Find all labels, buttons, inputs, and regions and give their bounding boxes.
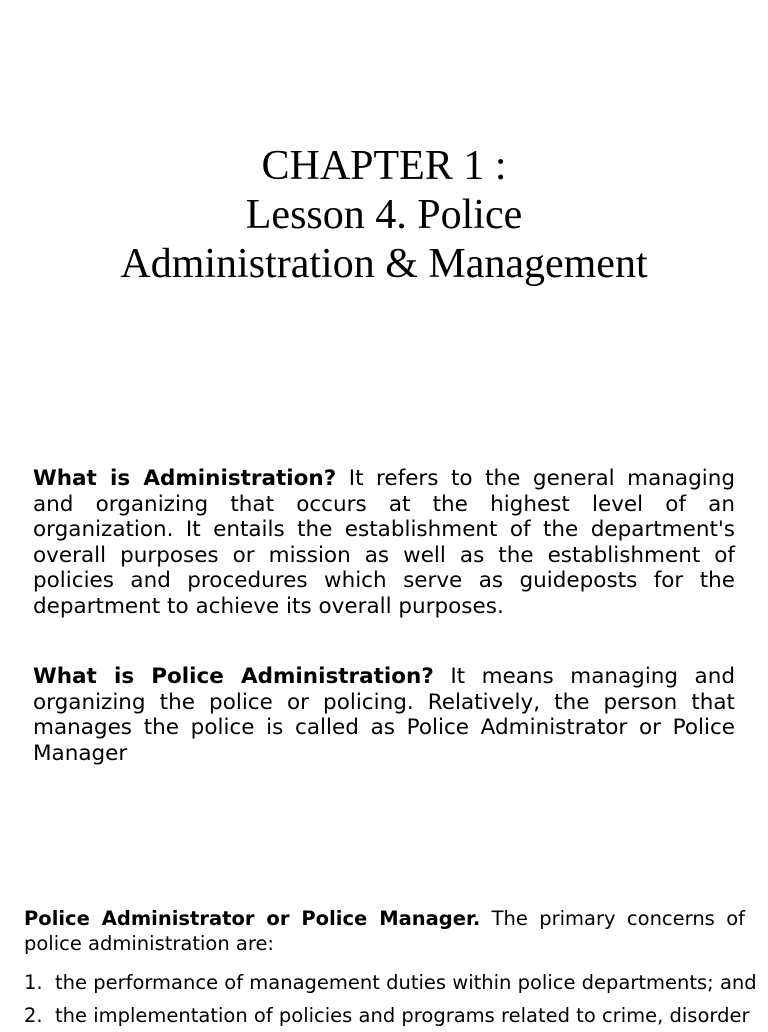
list-number: 1. <box>24 971 43 994</box>
page-title <box>0 142 768 289</box>
police-administration-question: What is Police Administration? <box>33 664 434 689</box>
topic-heading: Administration & Management <box>120 241 648 287</box>
lesson-heading: Lesson 4. Police <box>245 192 523 238</box>
police-administration-definition <box>33 664 735 766</box>
list-number: 2. <box>24 1004 43 1027</box>
police-administration-answer: It means managing and organizing the police or policing. Relatively, the person that manages the police is called as Police Administrator or Police Manager <box>33 664 735 766</box>
list-text: the implementation of policies and programs related to crime, disorder <box>55 1004 750 1027</box>
chapter-heading: CHAPTER 1 : <box>261 143 507 189</box>
administration-answer: It refers to the general managing and organizing that occurs at the highest level of an organization. It entails the establishment of the department's overall purposes or mission as well as the establishment of policies and procedures which serve as guideposts for the department to achieve its overall purposes. <box>33 466 735 619</box>
police-administrator-intro <box>24 906 745 956</box>
list-item <box>24 966 768 999</box>
concerns-list <box>24 966 768 1032</box>
list-text: the performance of management duties within police departments; and <box>55 971 757 994</box>
administration-definition <box>33 466 735 619</box>
police-administrator-text: The primary concerns of police administration are: <box>24 907 746 955</box>
administration-question: What is Administration? <box>33 466 337 491</box>
list-item <box>24 999 768 1032</box>
police-administrator-term: Police Administrator or Police Manager. <box>24 907 481 930</box>
